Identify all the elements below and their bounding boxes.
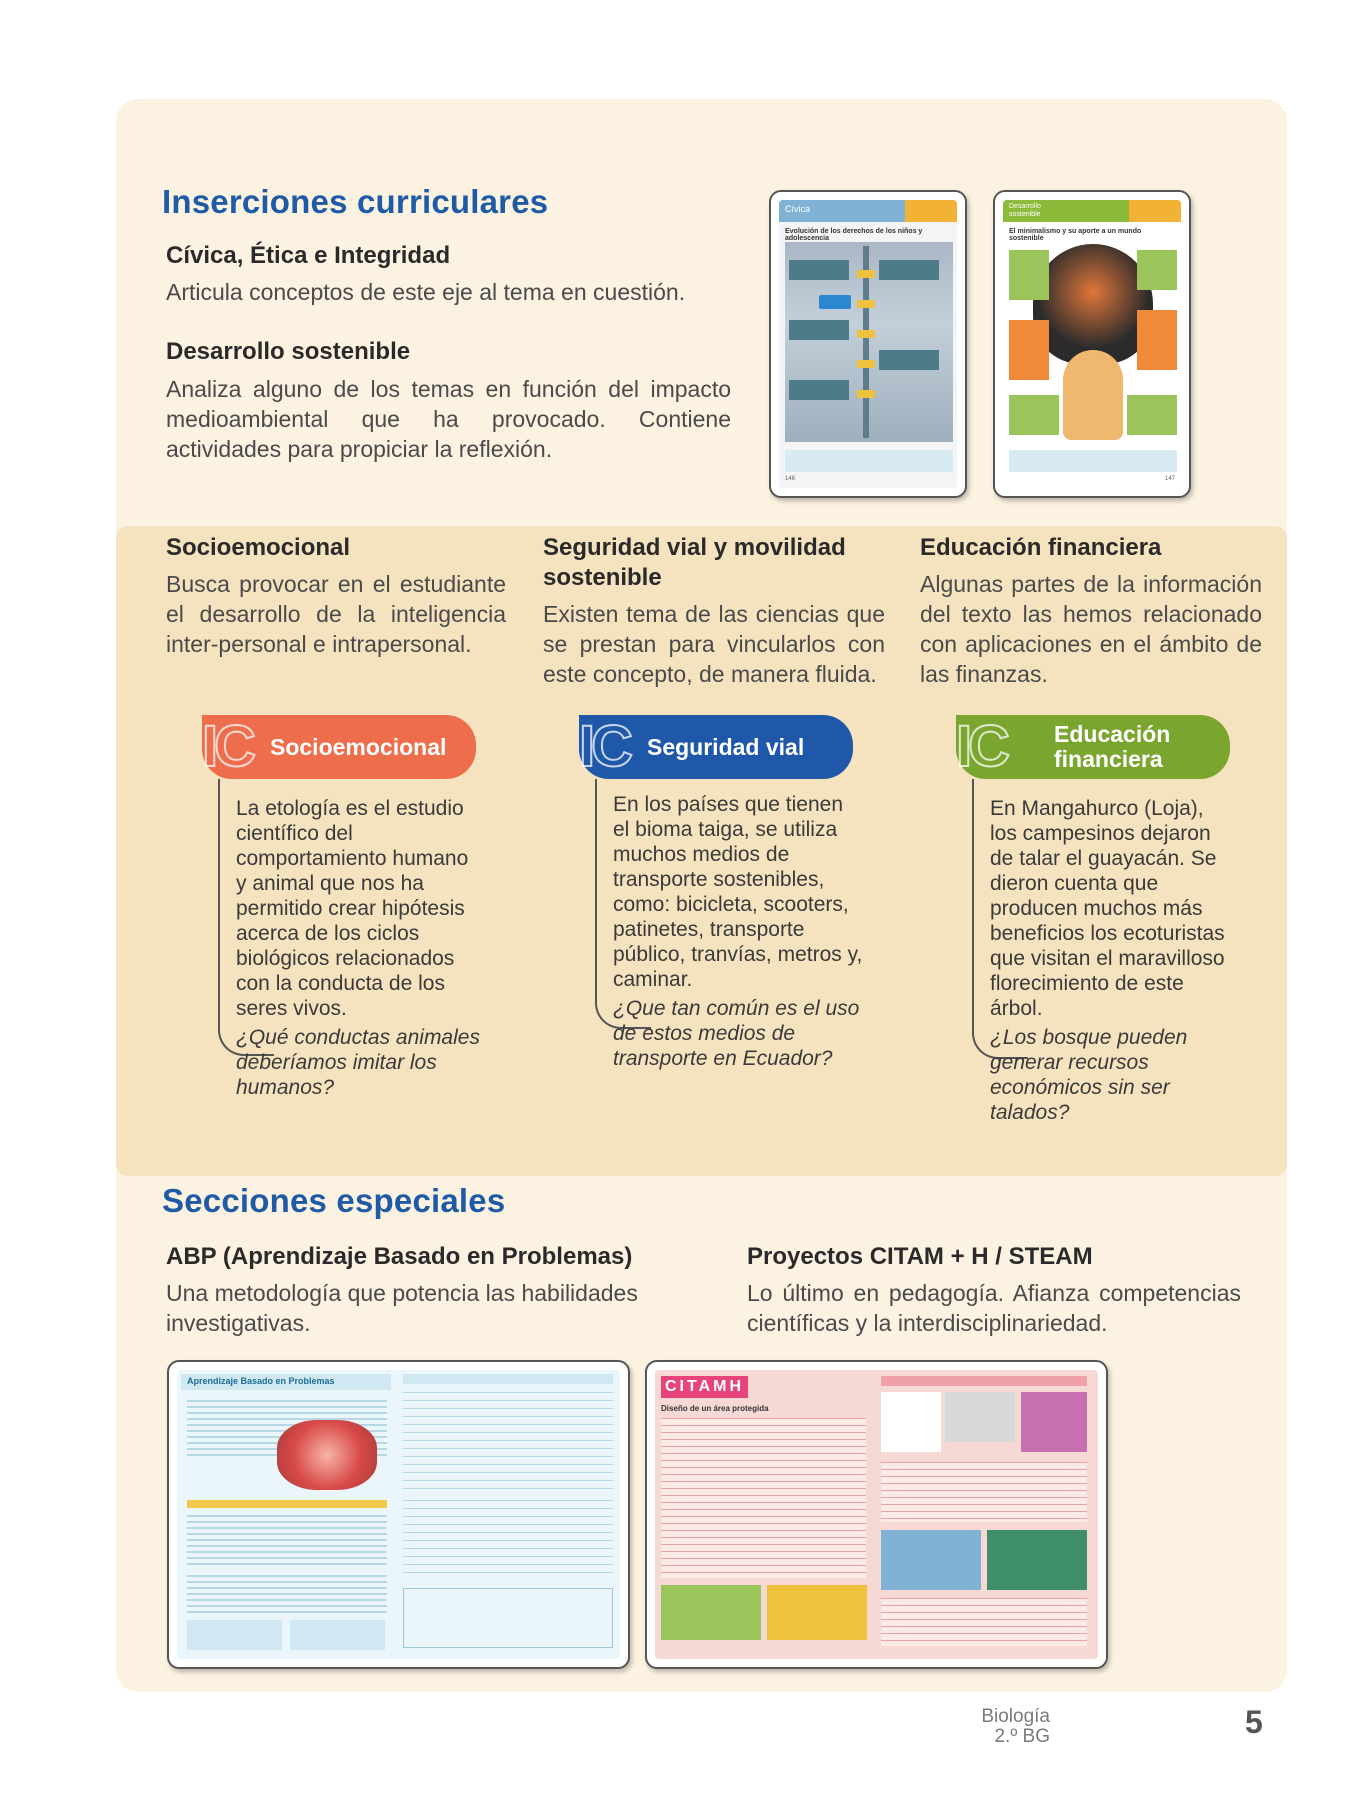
footer-subject-name: Biología [981, 1706, 1050, 1727]
socioemocional-card-header [202, 715, 476, 779]
socioemocional-card-body [236, 796, 481, 1100]
seguridad-column-title: Seguridad vial y movilidad sostenible [543, 534, 846, 591]
desarrollo-text: Analiza alguno de los temas en función del impacto medioambiental que ha provocado. Contiene actividades para propiciar la reflexión. [166, 376, 731, 462]
socioemocional-card-title: Socioemocional [270, 733, 447, 760]
seguridad-card-question: ¿Que tan común es el uso de estos medios de transporte en Ecuador? [613, 997, 860, 1070]
content-panel [116, 99, 1287, 1692]
ic-logo-icon: IC [202, 714, 252, 779]
civica-text: Articula conceptos de este eje al tema en cuestión. [166, 279, 686, 305]
seguridad-card-body [613, 792, 863, 1071]
financiera-card-title: Educación financiera [1054, 721, 1171, 772]
citam-thumb-logo: CITAMH [661, 1376, 748, 1398]
desarrollo-page-thumbnail [993, 190, 1191, 498]
civica-page-thumbnail [769, 190, 967, 498]
civica-thumb-page: 146 [785, 476, 796, 482]
socioemocional-card-text: La etología es el estudio científico del comportamiento humano y animal que nos ha permitido crear hipótesis acerca de los ciclos biológicos relacionados con la conducta de los seres vivos. [236, 797, 469, 1020]
desarrollo-thumb-page: 147 [1164, 476, 1175, 482]
financiera-card-question: ¿Los bosque pueden generar recursos económicos sin ser talados? [990, 1026, 1188, 1124]
seguridad-card-title: Seguridad vial [647, 733, 805, 760]
abp-page-thumbnail [167, 1360, 630, 1669]
seguridad-card-header [579, 715, 853, 779]
socioemocional-column-text: Busca provocar en el estudiante el desarrollo de la inteligencia inter-personal e intrapersonal. [166, 571, 506, 657]
financiera-card-header [956, 715, 1230, 779]
citam-page-thumbnail [645, 1360, 1108, 1669]
desarrollo-thumb-title: El minimalismo y su aporte a un mundo sostenible [1009, 228, 1142, 242]
abp-text: Una metodología que potencia las habilidades investigativas. [166, 1280, 638, 1336]
insertions-heading: Inserciones curriculares [162, 183, 549, 220]
footer-subject [981, 1707, 1050, 1747]
socioemocional-card-question: ¿Qué conductas animales deberíamos imitar los humanos? [236, 1026, 480, 1099]
citam-thumb-title: Diseño de un área protegida [661, 1404, 769, 1413]
financiera-card-body [990, 796, 1235, 1125]
civica-thumb-title: Evolución de los derechos de los niños y adolescencia [785, 228, 923, 242]
seguridad-column-text: Existen tema de las ciencias que se prestan para vincularlos con este concepto, de manera fluida. [543, 601, 885, 687]
abp-thumb-title: Aprendizaje Basado en Problemas [187, 1376, 335, 1386]
abp-title: ABP (Aprendizaje Basado en Problemas) [166, 1243, 633, 1270]
citam-title: Proyectos CITAM + H / STEAM [747, 1243, 1093, 1270]
civica-thumb-tag: Cívica [785, 204, 811, 214]
page-number: 5 [1245, 1704, 1263, 1740]
desarrollo-title: Desarrollo sostenible [166, 338, 411, 365]
civica-title: Cívica, Ética e Integridad [166, 242, 451, 269]
financiera-column-title: Educación financiera [920, 534, 1162, 561]
socioemocional-column-title: Socioemocional [166, 534, 351, 561]
desarrollo-thumb-tag: Desarrollo sostenible [1009, 203, 1041, 218]
special-heading: Secciones especiales [162, 1182, 506, 1219]
financiera-card-text: En Mangahurco (Loja), los campesinos dejaron de talar el guayacán. Se dieron cuenta que producen muchos más beneficios los ecoturistas que visitan el maravilloso florecimiento de este árbol. [990, 797, 1225, 1020]
ic-logo-icon: IC [956, 714, 1006, 779]
financiera-column-text: Algunas partes de la información del texto las hemos relacionado con aplicaciones en el ámbito de las finanzas. [920, 571, 1262, 687]
citam-text: Lo último en pedagogía. Afianza competencias científicas y la interdisciplinariedad. [747, 1280, 1241, 1336]
seguridad-card-text: En los países que tienen el bioma taiga, se utiliza muchos medios de transporte sostenibles, como: bicicleta, scooters, patinetes, transporte público, tranvías, metros y, caminar. [613, 793, 863, 991]
ic-logo-icon: IC [579, 714, 629, 779]
footer-grade: 2.º BG [994, 1726, 1050, 1747]
